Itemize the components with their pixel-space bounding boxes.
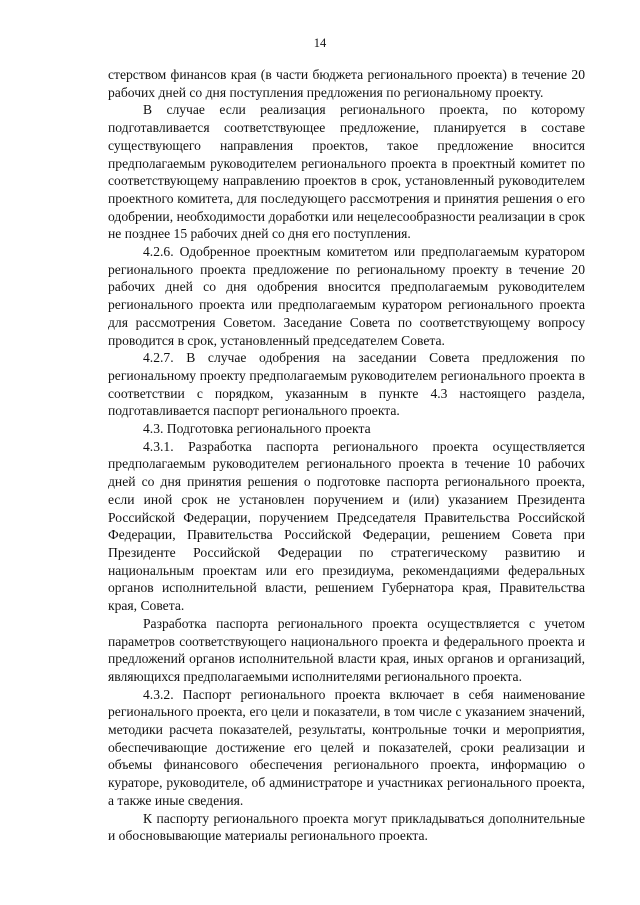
paragraph: К паспорту регионального проекта могут прикладываться дополнительные и обосновывающие материалы регионального проекта. xyxy=(108,810,585,844)
paragraph-4-3-2: 4.3.2. Паспорт регионального проекта включает в себя наименование регионального проекта, его цели и показатели, в том числе с указанием значений, методики расчета показателей, результаты, контрольные точки и мероприятия, обеспечивающие достижение его целей и показателей, сроки реализации и объемы финансового обеспечения регионального проекта, информацию о кураторе, руководителе, об администраторе и участниках регионального проекта, а также иные сведения. xyxy=(108,686,585,808)
page-number: 14 xyxy=(313,36,327,50)
paragraph-continuation: стерством финансов края (в части бюджета регионального проекта) в течение 20 рабочих дней со дня поступления предложения по региональному проекту. xyxy=(108,67,585,100)
paragraph-4-3-1: 4.3.1. Разработка паспорта регионального проекта осуществляется предполагаемым руководителем регионального проекта в течение 10 рабочих дней со дня принятия решения о подготовке паспорта регионального проекта, если иной срок не установлен поручением и (или) указанием Президента Российской Федерации, поручением Председателя Правительства Российской Федерации, Правительства Российской Федерации, решением Совета при Президенте Российской Федерации по стратегическому развитию и национальным проектам или его президиума, рекомендациями федеральных органов исполнительной власти, решением Губернатора края, Правительства края, Совета. xyxy=(108,438,585,614)
paragraph-4-2-7: 4.2.7. В случае одобрения на заседании Совета предложения по региональному проекту предполагаемым руководителем регионального проекта в соответствии с порядком, указанным в пункте 4.3 настоящего раздела, подготавливается паспорт регионального проекта. xyxy=(108,350,585,419)
section-heading-4-3: 4.3. Подготовка регионального проекта xyxy=(143,421,371,437)
document-body xyxy=(108,66,585,845)
paragraph: В случае если реализация регионального проекта, по которому подготавливается соответствующее предложение, планируется в составе существующего направления проектов, такое предложение вносится предполагаемым руководителем регионального проекта в проектный комитет по соответствующему направлению проектов в срок, установленный руководителем проектного комитета, для последующего рассмотрения и принятия решения о его одобрении, необходимости доработки или нецелесообразности реализации в срок не позднее 15 рабочих дней со дня его поступления. xyxy=(108,102,585,242)
paragraph-4-2-6: 4.2.6. Одобренное проектным комитетом или предполагаемым куратором регионального проекта предложение по региональному проекту в течение 20 рабочих дней со дня одобрения вносится предполагаемым руководителем регионального проекта или предполагаемым куратором регионального проекта для рассмотрения Советом. Заседание Совета по соответствующему вопросу проводится в срок, установленный председателем Совета. xyxy=(108,244,585,348)
paragraph: Разработка паспорта регионального проекта осуществляется с учетом параметров соответствующего национального проекта и федерального проекта и предложений органов исполнительной власти края, иных органов и организаций, являющихся предполагаемыми исполнителями регионального проекта. xyxy=(108,615,585,684)
